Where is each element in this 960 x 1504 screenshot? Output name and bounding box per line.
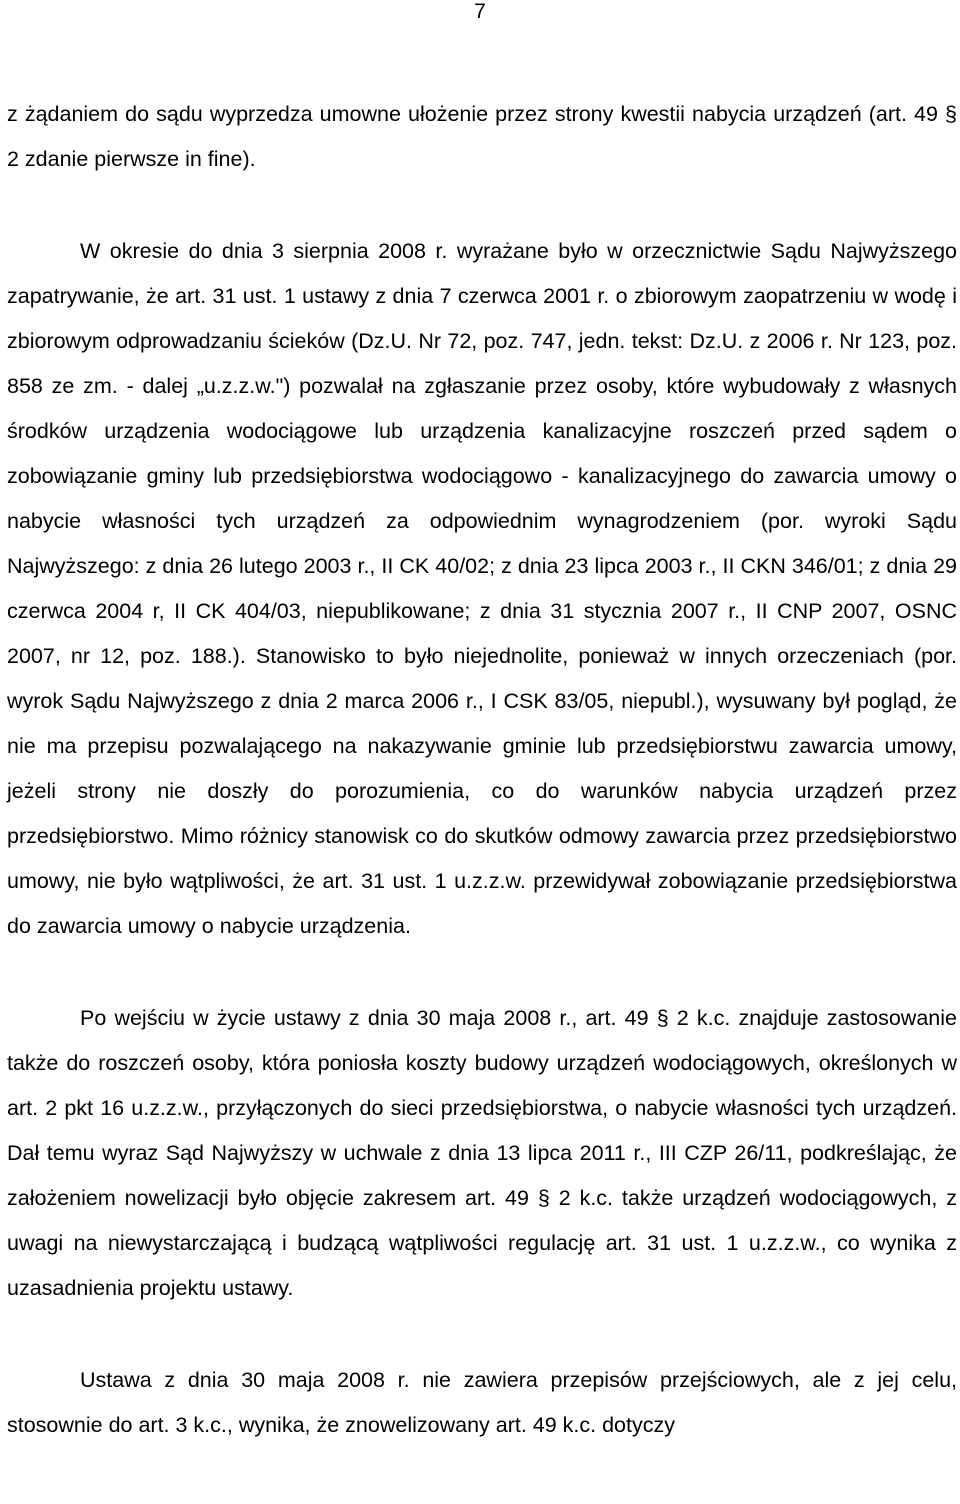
- page-number: 7: [474, 0, 486, 23]
- paragraph-gap: [7, 1311, 957, 1358]
- paragraph-transitional: Ustawa z dnia 30 maja 2008 r. nie zawiera przepisów przejściowych, ale z jej celu, stosownie do art. 3 k.c., wynika, że znowelizowany art. 49 k.c. dotyczy: [7, 1368, 957, 1437]
- paragraph-gap: [7, 182, 957, 229]
- paragraph-amendment: Po wejściu w życie ustawy z dnia 30 maja 2008 r., art. 49 § 2 k.c. znajduje zastosowanie także do roszczeń osoby, która poniosła koszty budowy urządzeń wodociągowych, określonych w art. 2 pkt 16 u.z.z.w., przyłączonych do sieci przedsiębiorstwa, o nabycie własności tych urządzeń. Dał temu wyraz Sąd Najwyższy w uchwale z dnia 13 lipca 2011 r., III CZP 26/11, podkreślając, że założeniem nowelizacji było objęcie zakresem art. 49 § 2 k.c. także urządzeń wodociągowych, z uwagi na niewystarczającą i budzącą wątpliwości regulację art. 31 ust. 1 u.z.z.w., co wynika z uzasadnienia projektu ustawy.: [7, 1006, 957, 1300]
- paragraph-continuation: z żądaniem do sądu wyprzedza umowne ułożenie przez strony kwestii nabycia urządzeń (art. 49 § 2 zdanie pierwsze in fine).: [7, 102, 957, 171]
- paragraph-gap: [7, 949, 957, 996]
- document-body: [7, 92, 957, 1448]
- paragraph-case-law: W okresie do dnia 3 sierpnia 2008 r. wyrażane było w orzecznictwie Sądu Najwyższego zapatrywanie, że art. 31 ust. 1 ustawy z dnia 7 czerwca 2001 r. o zbiorowym zaopatrzeniu w wodę i zbiorowym odprowadzaniu ścieków (Dz.U. Nr 72, poz. 747, jedn. tekst: Dz.U. z 2006 r. Nr 123, poz. 858 ze zm. - dalej „u.z.z.w.") pozwalał na zgłaszanie przez osoby, które wybudowały z własnych środków urządzenia wodociągowe lub urządzenia kanalizacyjne roszczeń przed sądem o zobowiązanie gminy lub przedsiębiorstwa wodociągowo - kanalizacyjnego do zawarcia umowy o nabycie własności tych urządzeń za odpowiednim wynagrodzeniem (por. wyroki Sądu Najwyższego: z dnia 26 lutego 2003 r., II CK 40/02; z dnia 23 lipca 2003 r., II CKN 346/01; z dnia 29 czerwca 2004 r, II CK 404/03, niepublikowane; z dnia 31 stycznia 2007 r., II CNP 2007, OSNC 2007, nr 12, poz. 188.). Stanowisko to było niejednolite, ponieważ w innych orzeczeniach (por. wyrok Sądu Najwyższego z dnia 2 marca 2006 r., I CSK 83/05, niepubl.), wysuwany był pogląd, że nie ma przepisu pozwalającego na nakazywanie gminie lub przedsiębiorstwu zawarcia umowy, jeżeli strony nie doszły do porozumienia, co do warunków nabycia urządzeń przez przedsiębiorstwo. Mimo różnicy stanowisk co do skutków odmowy zawarcia przez przedsiębiorstwo umowy, nie było wątpliwości, że art. 31 ust. 1 u.z.z.w. przewidywał zobowiązanie przedsiębiorstwa do zawarcia umowy o nabycie urządzenia.: [7, 239, 957, 938]
